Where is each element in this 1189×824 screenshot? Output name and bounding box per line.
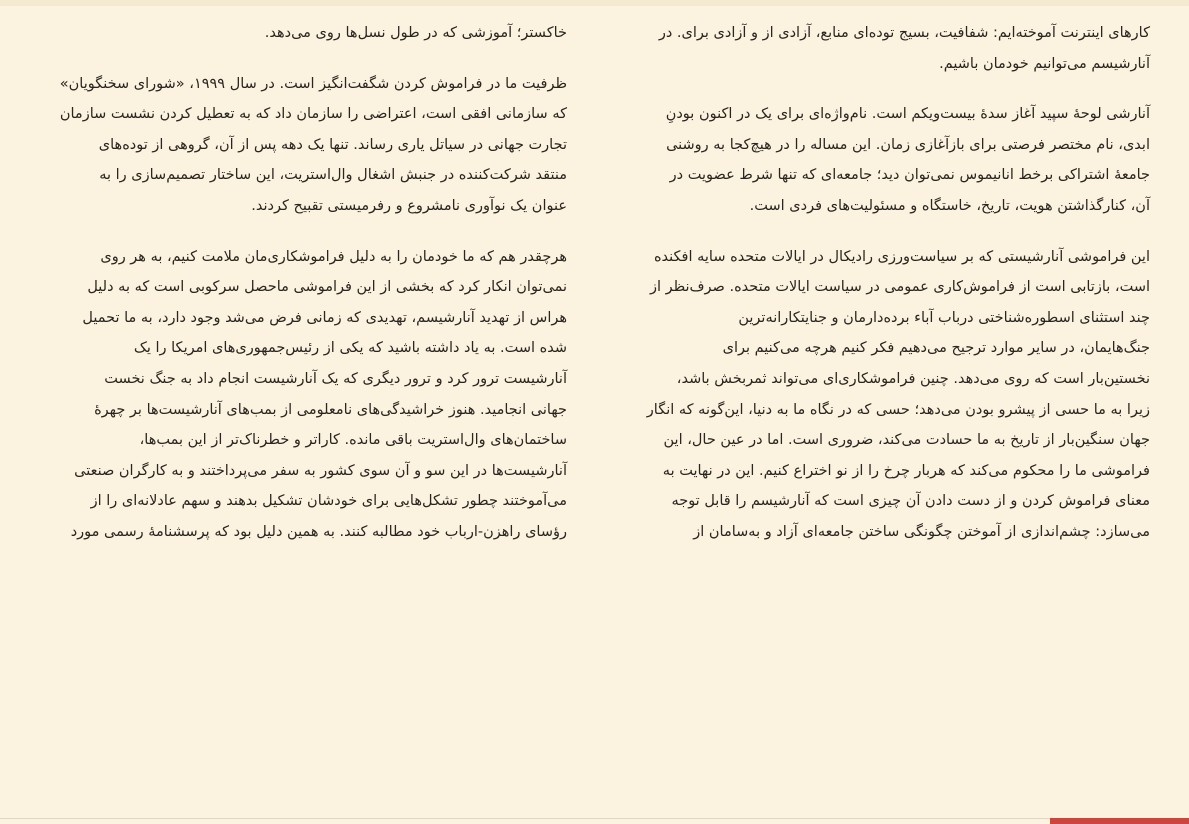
text-line: جهان سنگین‌بار از تاریخ به ما حسادت می‌کند، ضروری است. اما در عین حال، این	[663, 432, 1150, 449]
text-line: زیرا به ما حسی از پیشرو بودن می‌دهد؛ حسی که در نگاه ما به دنیا، این‌گونه که انگار	[646, 401, 1150, 418]
text-line: آنارشیست‌ها در این سو و آن سوی کشور به سفر می‌پرداختند و به کارگران صنعتی	[74, 462, 567, 479]
text-line: ابدی، نام مختصر فرصتی برای بازآغازی زمان. این مساله را در هیچ‌کجا به روشنی	[666, 136, 1150, 153]
text-line: ساختمان‌های وال‌استریت باقی مانده. کاراتر و خطرناک‌تر از این بمب‌ها،	[139, 432, 567, 449]
text-line: هرچقدر هم که ما خودمان را به دلیل فراموشکاری‌مان ملامت کنیم، به هر روی	[100, 248, 567, 265]
paragraph	[33, 18, 567, 49]
text-line: می‌سازد: چشم‌اندازی از آموختن چگونگی ساختن جامعه‌ای آزاد و به‌سامان از	[693, 523, 1150, 540]
paragraph	[620, 18, 1150, 79]
text-line: جهانی انجامید. هنوز خراشیدگی‌های نامعلومی از بمب‌های آنارشیست‌ها بر چهرهٔ	[94, 401, 567, 418]
text-line: آن، کنارگذاشتن هویت، تاریخ، خاستگاه و مسئولیت‌های فردی است.	[749, 197, 1150, 214]
text-line: منتقد شرکت‌کننده در جنبش اشغال وال‌استریت، این ساختار تصمیم‌سازی را به	[99, 167, 567, 184]
text-line: ظرفیت ما در فراموش کردن شگفت‌انگیز است. در سال ۱۹۹۹، «شورای سخنگویان»	[59, 75, 567, 92]
text-line: آنارشیسم می‌توانیم خودمان باشیم.	[939, 55, 1150, 72]
text-line: می‌آموختند چطور تشکل‌هایی برای خودشان تشکیل بدهند و سهم عادلانه‌ای را از	[90, 493, 567, 510]
text-line: جنگ‌هایمان، در سایر موارد ترجیح می‌دهیم فکر کنیم هرچه می‌کنیم برای	[722, 340, 1150, 357]
text-line: خاکستر؛ آموزشی که در طول نسل‌ها روی می‌دهد.	[264, 25, 567, 41]
paragraph	[33, 69, 567, 222]
right-column	[620, 18, 1150, 568]
text-line: آنارشیست ترور کرد و ترور دیگری که یک آنارشیست انجام داد به جنگ نخست	[104, 370, 567, 387]
paragraph	[620, 242, 1150, 548]
text-line: که سازمانی افقی است، اعتراضی را سازمان داد که به تعطیل کردن نشست سازمان	[59, 106, 567, 123]
text-line: چند استثنای اسطوره‌شناختی درباب آباء برده‌دارمان و جنایتکارانه‌ترین	[738, 309, 1150, 326]
paragraph	[33, 242, 567, 548]
text-line: نخستین‌بار است که روی می‌دهد. چنین فراموشکاری‌ای می‌تواند ثمربخش باشد،	[676, 370, 1150, 387]
text-line: رؤسای راهزن-ارباب خود مطالبه کنند. به همین دلیل بود که پرسشنامهٔ رسمی مورد	[70, 523, 567, 540]
text-line: جامعهٔ اشتراکی برخط انانیموس نمی‌توان دید؛ جامعه‌ای که تنها شرط عضویت در	[669, 167, 1150, 184]
text-line: معنای فراموش کردن و از دست دادن آن چیزی است که آنارشیسم را قابل توجه	[671, 493, 1150, 510]
page-bottom-border	[0, 818, 1189, 819]
text-line: است، بازتابی است از فراموش‌کاری عمومی در سیاست ایالات متحده. صرف‌نظر از	[649, 279, 1150, 296]
left-column	[33, 18, 567, 568]
paragraph	[620, 99, 1150, 221]
top-strip	[0, 0, 1189, 6]
text-line: کارهای اینترنت آموخته‌ایم: شفافیت، بسیج توده‌ای منابع، آزادی از و آزادی برای. در	[658, 25, 1150, 41]
page-accent-bar	[1050, 818, 1189, 824]
text-line: فراموشی ما را محکوم می‌کند که هربار چرخ را از نو اختراع کنیم. این در نهایت به	[662, 462, 1150, 479]
text-line: هراس از تهدید آنارشیسم، تهدیدی که زمانی فرض می‌شد وجود دارد، به ما تحمیل	[82, 309, 567, 326]
text-line: عنوان یک نوآوری نامشروع و رفرمیستی تقبیح کردند.	[251, 197, 567, 214]
text-line: نمی‌توان انکار کرد که بخشی از این فراموشی ماحصل سرکوبی است که به دلیل	[87, 279, 567, 296]
text-line: شده است. به یاد داشته باشید که یکی از رئیس‌جمهوری‌های امریکا را یک	[133, 340, 567, 357]
text-line: آنارشی لوحهٔ سپید آغاز سدهٔ بیست‌ویکم است. نام‌واژه‌ای برای یک در اکنون بودنِ	[665, 106, 1150, 123]
text-line: این فراموشی آنارشیستی که بر سیاست‌ورزی رادیکال در ایالات متحده سایه افکنده	[653, 248, 1150, 265]
text-line: تجارت جهانی در سیاتل یاری رساند. تنها یک دهه پس از آن، گروهی از توده‌های	[98, 136, 567, 153]
